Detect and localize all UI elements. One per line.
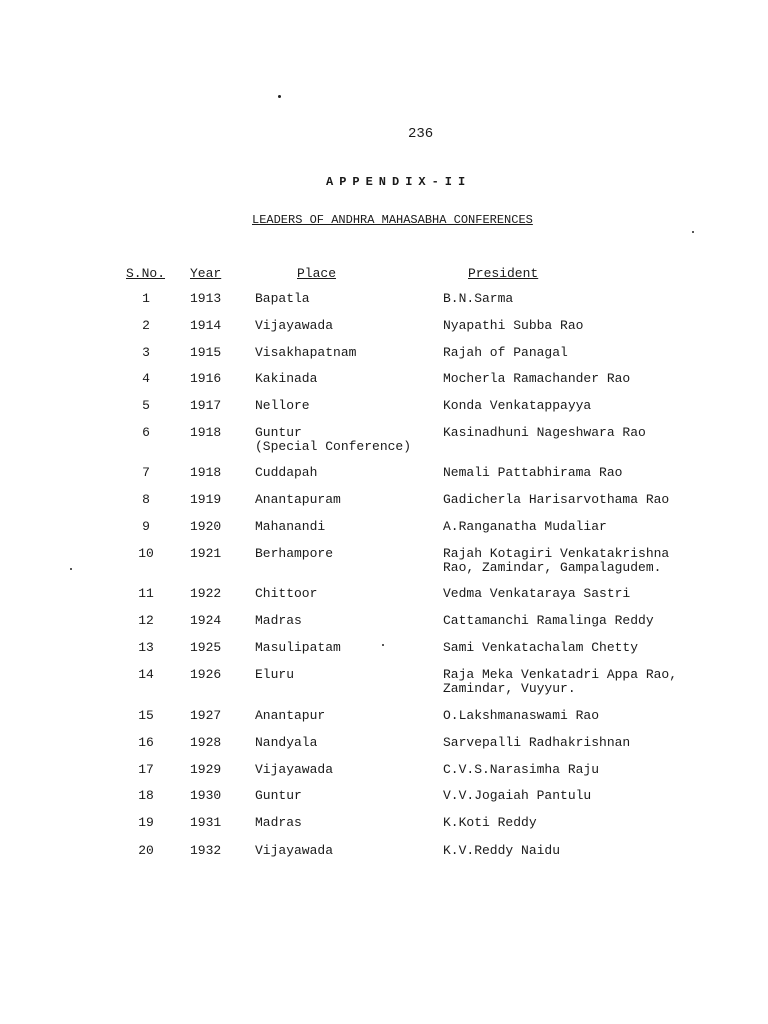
cell-president-continued: Rao, Zamindar, Gampalagudem. xyxy=(443,560,662,575)
cell-place: Vijayawada xyxy=(255,843,334,858)
cell-president: K.Koti Reddy xyxy=(443,815,537,830)
cell-sno: 1 xyxy=(142,291,150,306)
cell-year: 1915 xyxy=(190,345,222,360)
cell-president: A.Ranganatha Mudaliar xyxy=(443,519,607,534)
cell-place: Madras xyxy=(255,815,302,830)
cell-year: 1921 xyxy=(190,546,222,561)
cell-place: Masulipatam xyxy=(255,640,341,655)
scan-speck xyxy=(70,568,72,570)
cell-president: Kasinadhuni Nageshwara Rao xyxy=(443,425,646,440)
cell-year: 1917 xyxy=(190,398,222,413)
cell-place: Guntur xyxy=(255,788,302,803)
table-title: LEADERS OF ANDHRA MAHASABHA CONFERENCES xyxy=(252,213,533,227)
cell-year: 1922 xyxy=(190,586,222,601)
cell-sno: 17 xyxy=(138,762,154,777)
scan-speck xyxy=(692,231,694,233)
cell-president: Cattamanchi Ramalinga Reddy xyxy=(443,613,654,628)
cell-sno: 6 xyxy=(142,425,150,440)
cell-place: Cuddapah xyxy=(255,465,318,480)
cell-sno: 9 xyxy=(142,519,150,534)
cell-year: 1929 xyxy=(190,762,222,777)
cell-president: Gadicherla Harisarvothama Rao xyxy=(443,492,670,507)
cell-president: Vedma Venkataraya Sastri xyxy=(443,586,631,601)
cell-place: Visakhapatnam xyxy=(255,345,357,360)
cell-president: Sami Venkatachalam Chetty xyxy=(443,640,639,655)
cell-president: Raja Meka Venkatadri Appa Rao, xyxy=(443,667,678,682)
cell-president: V.V.Jogaiah Pantulu xyxy=(443,788,592,803)
cell-place: Madras xyxy=(255,613,302,628)
cell-place: Anantapuram xyxy=(255,492,341,507)
cell-place-note: (Special Conference) xyxy=(255,439,412,454)
cell-sno: 2 xyxy=(142,318,150,333)
cell-place: Eluru xyxy=(255,667,295,682)
cell-year: 1931 xyxy=(190,815,222,830)
cell-president: Rajah of Panagal xyxy=(443,345,568,360)
cell-sno: 11 xyxy=(138,586,154,601)
cell-year: 1930 xyxy=(190,788,222,803)
cell-year: 1920 xyxy=(190,519,222,534)
cell-president: Sarvepalli Radhakrishnan xyxy=(443,735,631,750)
cell-sno: 4 xyxy=(142,371,150,386)
cell-sno: 7 xyxy=(142,465,150,480)
cell-place: Anantapur xyxy=(255,708,326,723)
cell-president: K.V.Reddy Naidu xyxy=(443,843,561,858)
cell-president: Mocherla Ramachander Rao xyxy=(443,371,631,386)
cell-sno: 3 xyxy=(142,345,150,360)
cell-place: Vijayawada xyxy=(255,318,334,333)
scan-speck xyxy=(382,644,384,646)
header-sno: S.No. xyxy=(126,266,166,281)
cell-place: Kakinada xyxy=(255,371,318,386)
cell-sno: 20 xyxy=(138,843,154,858)
cell-sno: 19 xyxy=(138,815,154,830)
cell-place: Chittoor xyxy=(255,586,318,601)
cell-sno: 18 xyxy=(138,788,154,803)
cell-sno: 16 xyxy=(138,735,154,750)
cell-year: 1913 xyxy=(190,291,222,306)
cell-sno: 5 xyxy=(142,398,150,413)
cell-year: 1932 xyxy=(190,843,222,858)
cell-year: 1924 xyxy=(190,613,222,628)
cell-president-continued: Zamindar, Vuyyur. xyxy=(443,681,576,696)
header-year: Year xyxy=(190,266,222,281)
header-place: Place xyxy=(297,266,337,281)
cell-president: Konda Venkatappayya xyxy=(443,398,592,413)
appendix-title: APPENDIX-II xyxy=(326,175,472,189)
cell-sno: 14 xyxy=(138,667,154,682)
cell-year: 1925 xyxy=(190,640,222,655)
cell-place: Nellore xyxy=(255,398,310,413)
cell-place: Guntur xyxy=(255,425,302,440)
cell-year: 1914 xyxy=(190,318,222,333)
header-president: President xyxy=(468,266,539,281)
cell-year: 1927 xyxy=(190,708,222,723)
page-number: 236 xyxy=(408,126,434,142)
cell-president: C.V.S.Narasimha Raju xyxy=(443,762,600,777)
cell-year: 1918 xyxy=(190,425,222,440)
cell-place: Nandyala xyxy=(255,735,318,750)
cell-place: Vijayawada xyxy=(255,762,334,777)
cell-place: Bapatla xyxy=(255,291,310,306)
cell-place: Mahanandi xyxy=(255,519,326,534)
cell-year: 1916 xyxy=(190,371,222,386)
cell-year: 1928 xyxy=(190,735,222,750)
cell-sno: 10 xyxy=(138,546,154,561)
cell-president: Nyapathi Subba Rao xyxy=(443,318,584,333)
cell-president: B.N.Sarma xyxy=(443,291,514,306)
cell-place: Berhampore xyxy=(255,546,334,561)
cell-president: O.Lakshmanaswami Rao xyxy=(443,708,600,723)
cell-president: Nemali Pattabhirama Rao xyxy=(443,465,623,480)
scan-speck xyxy=(278,95,281,98)
cell-sno: 12 xyxy=(138,613,154,628)
cell-year: 1918 xyxy=(190,465,222,480)
cell-president: Rajah Kotagiri Venkatakrishna xyxy=(443,546,670,561)
cell-year: 1919 xyxy=(190,492,222,507)
cell-sno: 15 xyxy=(138,708,154,723)
cell-sno: 13 xyxy=(138,640,154,655)
cell-sno: 8 xyxy=(142,492,150,507)
cell-year: 1926 xyxy=(190,667,222,682)
